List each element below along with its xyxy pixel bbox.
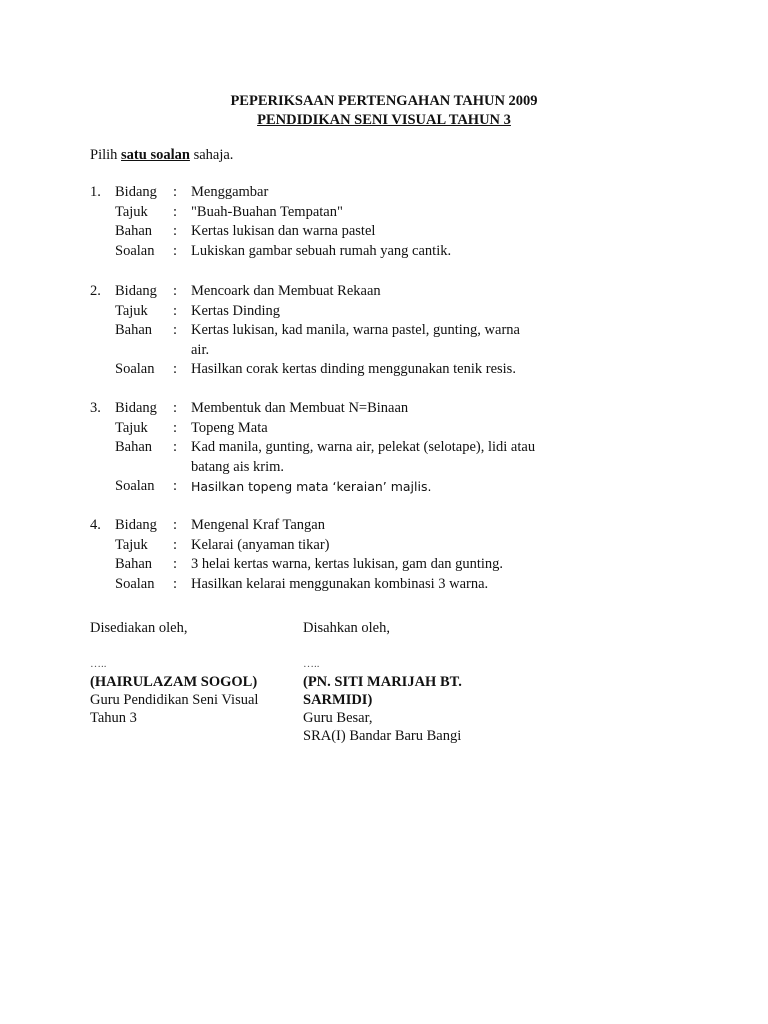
field-label: Bidang: [115, 184, 157, 200]
field-label: Tajuk: [115, 419, 148, 436]
field-colon: :: [173, 439, 178, 455]
signature-spacer: [90, 637, 280, 655]
field-colon: :: [173, 322, 178, 338]
item-row: [90, 438, 550, 477]
field-colon: :: [173, 517, 178, 533]
question-item-4: [90, 516, 550, 594]
item-row: [90, 222, 550, 242]
field-value: "Buah-Buahan Tempatan": [191, 203, 343, 220]
field-label: Soalan: [115, 242, 155, 259]
field-value: Menggambar: [191, 184, 269, 200]
field-value: Membentuk dan Membuat N=Binaan: [191, 400, 409, 416]
item-row: [90, 183, 550, 203]
question-item-2: [90, 282, 550, 380]
item-row: [90, 477, 550, 497]
field-colon: :: [173, 400, 178, 416]
field-value: Kelarai (anyaman tikar): [191, 536, 330, 553]
field-value: Kertas Dinding: [191, 302, 280, 319]
field-colon: :: [173, 203, 178, 220]
item-row: [90, 419, 550, 439]
field-label: Bahan: [115, 322, 153, 338]
item-row: [90, 242, 550, 262]
field-value: Topeng Mata: [191, 419, 268, 436]
field-value: 3 helai kertas warna, kertas lukisan, gam dan gunting.: [191, 556, 504, 572]
item-row: [90, 282, 550, 302]
instruction-text: [90, 146, 233, 164]
item-row: [90, 575, 550, 595]
field-colon: :: [173, 242, 178, 259]
item-number: 3.: [90, 400, 101, 416]
field-colon: :: [173, 302, 178, 319]
signature-heading: Disahkan oleh,: [303, 620, 390, 636]
field-label: Bidang: [115, 400, 157, 416]
field-colon: :: [173, 283, 178, 299]
field-label: Soalan: [115, 575, 155, 592]
signature-line: …..: [90, 658, 107, 670]
item-row: [90, 399, 550, 419]
signature-heading: Disediakan oleh,: [90, 620, 188, 636]
field-colon: :: [173, 361, 178, 377]
field-value: Lukiskan gambar sebuah rumah yang cantik.: [191, 242, 452, 259]
field-label: Tajuk: [115, 302, 148, 319]
signatory-name: (HAIRULAZAM SOGOL): [90, 674, 258, 690]
field-colon: :: [173, 556, 178, 572]
field-label: Bahan: [115, 439, 153, 455]
instruction-suffix: sahaja.: [189, 147, 234, 163]
document-subtitle: PENDIDIKAN SENI VISUAL TAHUN 3: [257, 112, 511, 128]
signatory-role: Guru Pendidikan Seni Visual: [90, 692, 259, 708]
field-label: Soalan: [115, 361, 155, 377]
item-number: 2.: [90, 283, 101, 299]
field-value: Hasilkan topeng mata ‘keraian’ majlis.: [191, 479, 432, 494]
signature-line: …..: [303, 658, 320, 670]
item-number: 4.: [90, 517, 101, 533]
item-row: [90, 536, 550, 556]
field-colon: :: [173, 536, 178, 553]
field-colon: :: [173, 223, 178, 239]
item-row: [90, 302, 550, 322]
item-row: [90, 555, 550, 575]
field-value: Hasilkan kelarai menggunakan kombinasi 3 warna.: [191, 575, 489, 592]
field-value: Kertas lukisan, kad manila, warna pastel, gunting, warna air.: [191, 322, 520, 358]
field-label: Bidang: [115, 517, 157, 533]
field-label: Bahan: [115, 223, 153, 239]
field-value: Kad manila, gunting, warna air, pelekat (selotape), lidi atau batang ais krim.: [191, 439, 536, 475]
instruction-emphasis: satu soalan: [121, 147, 190, 163]
field-value: Mencoark dan Membuat Rekaan: [191, 283, 381, 299]
item-row: [90, 203, 550, 223]
signatory-name: (PN. SITI MARIJAH BT. SARMIDI): [303, 674, 462, 708]
field-colon: :: [173, 419, 178, 436]
signature-spacer: [303, 637, 503, 655]
item-row: [90, 321, 550, 360]
field-value: Hasilkan corak kertas dinding menggunakan tenik resis.: [191, 361, 516, 377]
field-value: Mengenal Kraf Tangan: [191, 517, 325, 533]
field-label: Soalan: [115, 478, 155, 494]
field-label: Tajuk: [115, 203, 148, 220]
field-colon: :: [173, 184, 178, 200]
document-title: PEPERIKSAAN PERTENGAHAN TAHUN 2009: [230, 93, 538, 109]
signatory-role-line2: Tahun 3: [90, 710, 137, 726]
signatory-role: Guru Besar,: [303, 710, 373, 726]
item-row: [90, 516, 550, 536]
signatory-role-line2: SRA(I) Bandar Baru Bangi: [303, 728, 462, 744]
field-label: Bidang: [115, 283, 157, 299]
field-label: Tajuk: [115, 536, 148, 553]
question-item-1: [90, 183, 550, 261]
question-item-3: [90, 399, 550, 497]
field-value: Kertas lukisan dan warna pastel: [191, 223, 376, 239]
field-colon: :: [173, 478, 178, 494]
field-colon: :: [173, 575, 178, 592]
signature-block-approved: [303, 619, 503, 745]
instruction-prefix: Pilih: [90, 147, 122, 163]
field-label: Bahan: [115, 556, 153, 572]
signature-block-prepared: [90, 619, 280, 727]
item-row: [90, 360, 550, 380]
item-number: 1.: [90, 184, 101, 200]
